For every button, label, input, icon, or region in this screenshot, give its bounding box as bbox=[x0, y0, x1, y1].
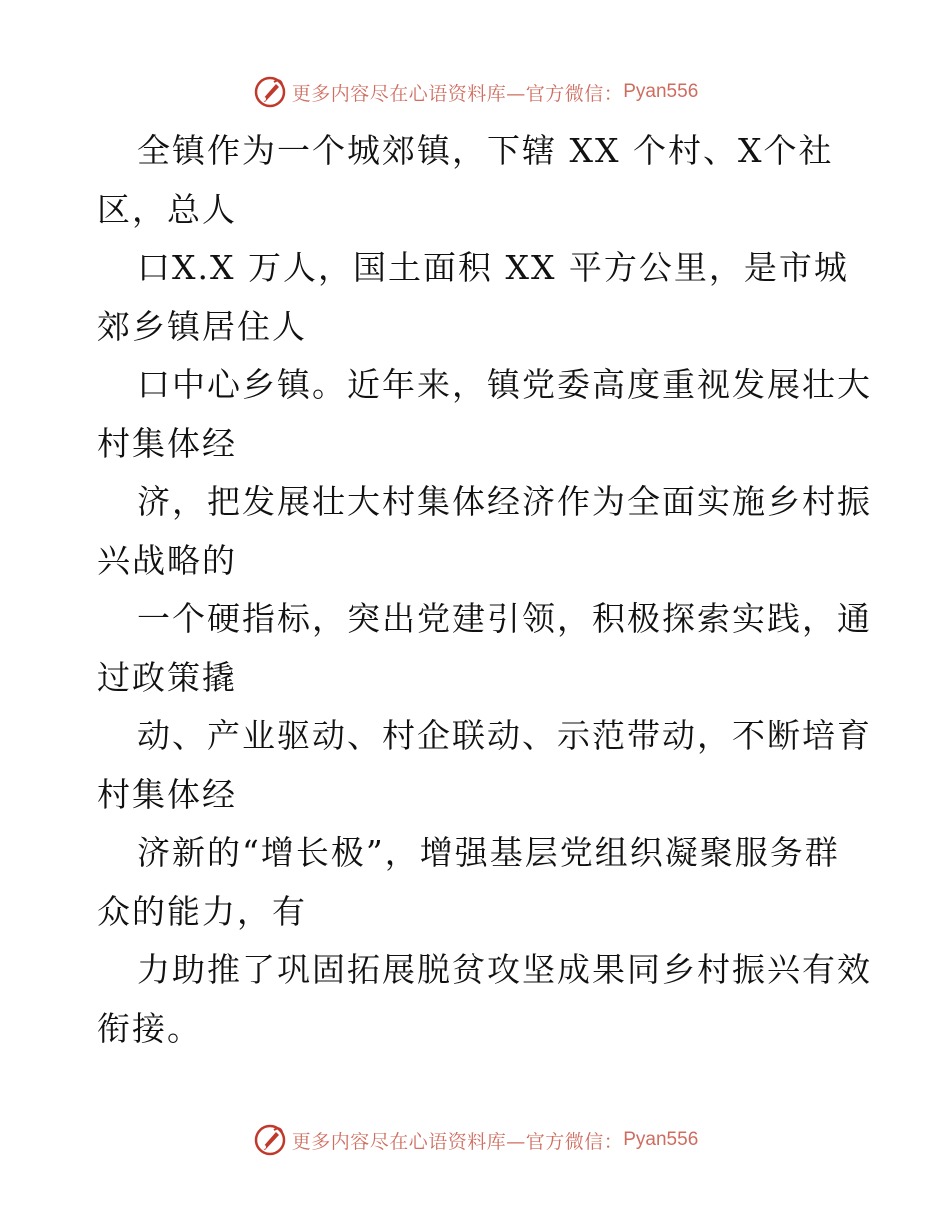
text-line: 动、产业驱动、村企联动、示范带动，不断培育 bbox=[137, 716, 872, 755]
text-line: 全镇作为一个城郊镇，下辖 XX 个村、X个社 bbox=[137, 131, 834, 170]
watermark-text: 更多内容尽在心语资料库—官方微信： bbox=[291, 82, 624, 105]
footer-watermark bbox=[0, 1120, 950, 1160]
text-line: 济新的“增长极”，增强基层党组织凝聚服务群 bbox=[137, 833, 840, 872]
watermark-wechat-id: Pyan556 bbox=[623, 81, 699, 102]
text-line: 郊乡镇居住人 bbox=[97, 306, 307, 346]
text-line: 衔接。 bbox=[97, 1008, 202, 1048]
text-line: 村集体经 bbox=[97, 423, 237, 463]
pen-logo-icon bbox=[252, 1122, 288, 1158]
text-line: 口X.X 万人，国土面积 XX 平方公里，是市城 bbox=[137, 248, 849, 287]
text-line: 口中心乡镇。近年来，镇党委高度重视发展壮大 bbox=[137, 365, 872, 404]
pen-logo-icon bbox=[252, 74, 288, 110]
text-line: 一个硬指标，突出党建引领，积极探索实践，通 bbox=[137, 599, 872, 638]
text-line: 过政策撬 bbox=[97, 657, 237, 697]
header-watermark bbox=[0, 72, 950, 112]
text-line: 众的能力，有 bbox=[97, 891, 307, 931]
text-line: 济，把发展壮大村集体经济作为全面实施乡村振 bbox=[137, 482, 872, 521]
watermark-wechat-id: Pyan556 bbox=[623, 1129, 699, 1150]
text-line: 村集体经 bbox=[97, 774, 237, 814]
text-line: 区，总人 bbox=[97, 189, 237, 229]
document-body bbox=[97, 122, 872, 1058]
text-line: 兴战略的 bbox=[97, 540, 237, 580]
watermark-text: 更多内容尽在心语资料库—官方微信： bbox=[291, 1130, 624, 1153]
text-line: 力助推了巩固拓展脱贫攻坚成果同乡村振兴有效 bbox=[137, 950, 872, 989]
